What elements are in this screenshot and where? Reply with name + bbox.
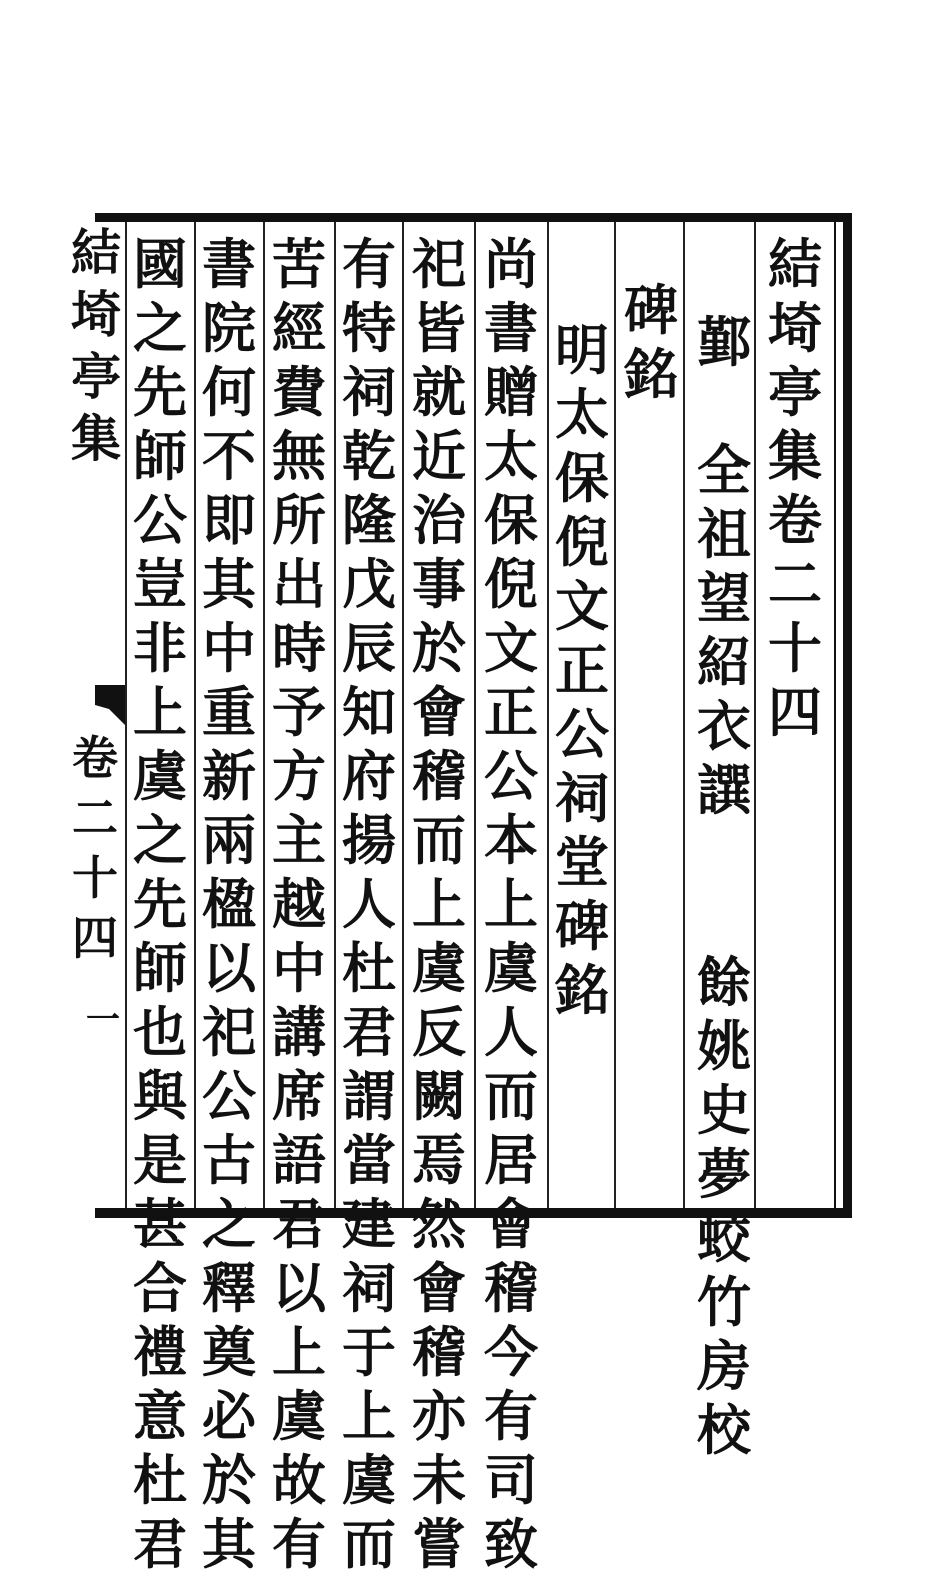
body-column-3: 有 特 祠 乾 隆 戊 辰 知 府 揚 人 杜 君 謂 當 建 祠 于 上 虞 而 (342, 232, 396, 1576)
body-column-6: 國 之 先 師 公 豈 非 上 虞 之 先 師 也 與 是 甚 合 禮 意 杜 君 (133, 232, 187, 1576)
fold-column (71, 222, 125, 1208)
fishtail-mark-icon (95, 685, 125, 725)
article-heading: 明 太 保 倪 文 正 公 祠 堂 碑 銘 (555, 318, 609, 1022)
column-rule (263, 222, 265, 1208)
frame-top-border (95, 213, 852, 222)
fold-page-number: 一 (86, 1000, 120, 1040)
fold-book-title: 結 埼 亭 集 (71, 223, 121, 468)
column-rule (474, 222, 476, 1208)
frame-right-inner-line (834, 222, 836, 1208)
body-column-5: 書 院 何 不 即 其 中 重 新 兩 楹 以 祀 公 古 之 釋 奠 必 於 其 (202, 232, 256, 1576)
volume-title: 結 埼 亭 集 卷 二 十 四 (768, 232, 822, 744)
frame-right-border (843, 213, 852, 1218)
section-genre: 碑 銘 (624, 278, 678, 406)
body-column-1: 尚 書 贈 太 保 倪 文 正 公 本 上 虞 人 而 居 會 稽 今 有 司 致 (484, 232, 538, 1576)
body-column-2: 祀 皆 就 近 治 事 於 會 稽 而 上 虞 反 闕 焉 然 會 稽 亦 未 嘗 (412, 232, 466, 1576)
body-column-4: 苦 經 費 無 所 出 時 予 方 主 越 中 講 席 語 君 以 上 虞 故 有 (272, 232, 326, 1576)
column-rule (402, 222, 404, 1208)
author-line: 鄞 全 祖 望 紹 衣 譔 餘 姚 史 夢 蛟 竹 房 校 (697, 310, 751, 1462)
fold-volume-number: 卷 二 十 四 (72, 731, 118, 965)
